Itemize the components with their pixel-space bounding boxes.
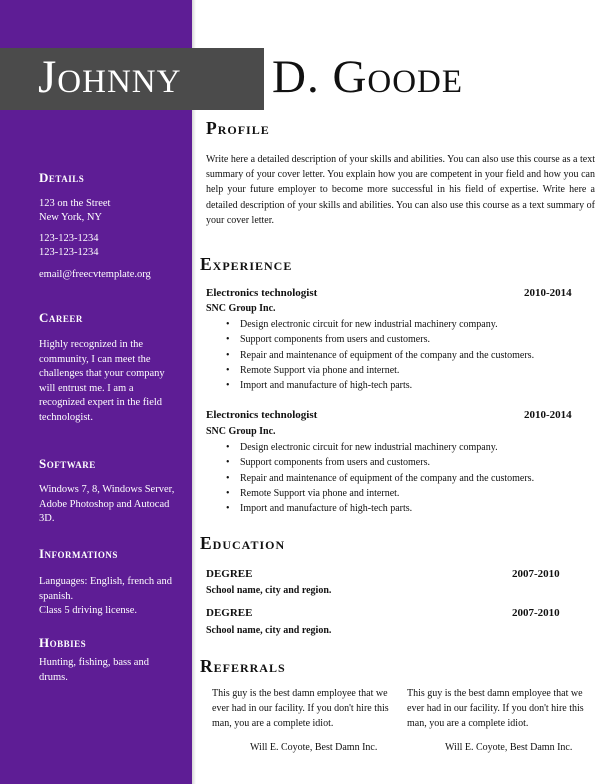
referral-signature: Will E. Coyote, Best Damn Inc. <box>250 742 378 753</box>
school-name: School name, city and region. <box>206 625 332 636</box>
profile-heading: Profile <box>206 118 270 138</box>
job-company: SNC Group Inc. <box>206 303 276 314</box>
degree: DEGREE <box>206 568 253 580</box>
details-heading: Details <box>39 170 85 185</box>
address-line-2: New York, NY <box>39 212 103 223</box>
school-name: School name, city and region. <box>206 585 332 596</box>
referral-text: This guy is the best damn employee that we ever had in our facility. If you don't hire this man, you are a complete idiot. <box>212 688 389 729</box>
job-years: 2010-2014 <box>524 287 572 299</box>
list-item: • Design electronic circuit for new industrial machinery company. <box>214 317 594 332</box>
job-duties-list <box>214 317 594 393</box>
job-company: SNC Group Inc. <box>206 426 276 437</box>
education-heading: Education <box>200 533 286 553</box>
degree-years: 2007-2010 <box>512 607 560 619</box>
list-item: • Remote Support via phone and internet. <box>214 363 594 378</box>
address-line-1: 123 on the Street <box>39 198 111 209</box>
degree-years: 2007-2010 <box>512 568 560 580</box>
phone-1: 123-123-1234 <box>39 233 99 244</box>
job-years: 2010-2014 <box>524 409 572 421</box>
phone-2: 123-123-1234 <box>39 247 99 258</box>
hobbies-heading: Hobbies <box>39 635 87 650</box>
experience-heading: Experience <box>200 254 293 274</box>
referral-text: This guy is the best damn employee that we ever had in our facility. If you don't hire this man, you are a complete idiot. <box>407 688 584 729</box>
email[interactable]: email@freecvtemplate.org <box>39 269 151 280</box>
career-text: Highly recognized in the community, I can meet the challenges that your company will entrust me. I am a recognized expert in the field technologist. <box>39 339 165 423</box>
list-item: • Support components from users and customers. <box>214 455 594 470</box>
list-item: • Design electronic circuit for new industrial machinery company. <box>214 440 594 455</box>
hobbies-text: Hunting, fishing, bass and drums. <box>39 657 149 683</box>
first-name: Johnny <box>38 51 182 103</box>
informations-heading: Informations <box>39 546 118 561</box>
languages-text: Languages: English, french and spanish. <box>39 576 172 602</box>
license-text: Class 5 driving license. <box>39 605 137 616</box>
career-heading: Career <box>39 310 83 325</box>
job-title: Electronics technologist <box>206 287 318 299</box>
last-name: D. Goode <box>272 51 464 103</box>
job-title: Electronics technologist <box>206 409 318 421</box>
list-item: • Import and manufacture of high-tech parts. <box>214 378 594 393</box>
list-item: • Support components from users and customers. <box>214 332 594 347</box>
list-item: • Repair and maintenance of equipment of the company and the customers. <box>214 348 594 363</box>
referrals-heading: Referrals <box>200 656 286 676</box>
software-text: Windows 7, 8, Windows Server, Adobe Photoshop and Autocad 3D. <box>39 484 175 524</box>
profile-text: Write here a detailed description of your skills and abilities. You can also use this course as a text summary of your cover letter. You explain how you are competent in your field and how you can help your future employer to become more successful in his field of expertise. Write here a detailed description of your skills and abilities. You can also use this course as a text summary of your cover letter. <box>206 154 595 226</box>
job-duties-list <box>214 440 594 516</box>
list-item: • Remote Support via phone and internet. <box>214 486 594 501</box>
list-item: • Import and manufacture of high-tech parts. <box>214 501 594 516</box>
sidebar-edge-shadow <box>192 0 196 784</box>
referral-signature: Will E. Coyote, Best Damn Inc. <box>445 742 573 753</box>
list-item: • Repair and maintenance of equipment of the company and the customers. <box>214 471 594 486</box>
software-heading: Software <box>39 456 96 471</box>
degree: DEGREE <box>206 607 253 619</box>
